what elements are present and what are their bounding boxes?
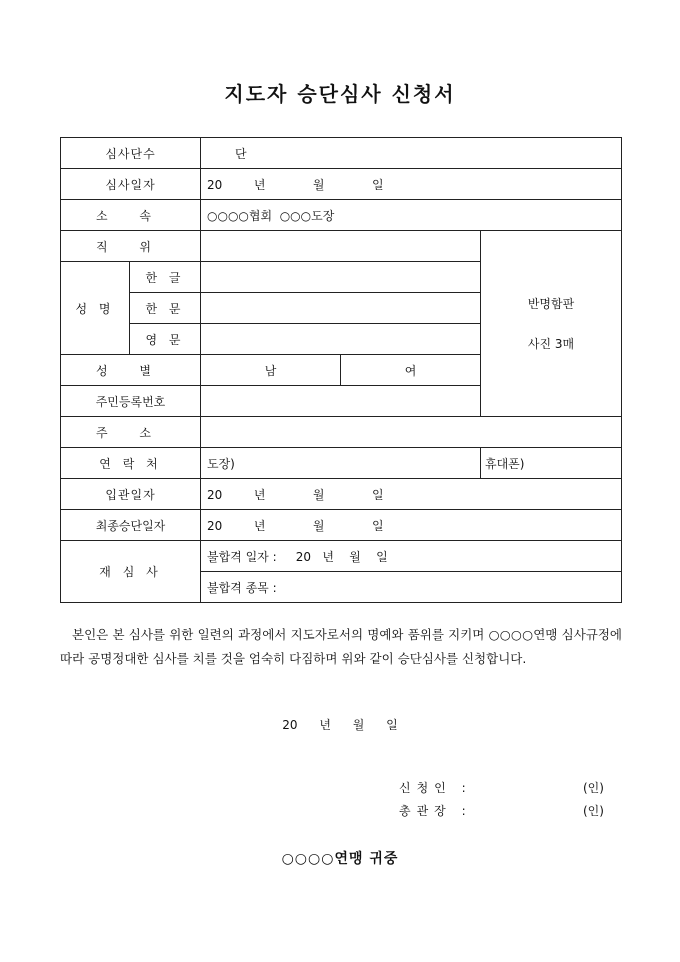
issuer-line: ○○○○연맹 귀중 [281, 851, 399, 867]
gender-label: 성 별 [61, 355, 201, 386]
position-label: 직 위 [61, 231, 201, 262]
exam-date-label: 심사일자 [61, 169, 201, 200]
reexam-fail-date-field[interactable]: 불합격 일자 : 20 년 월 일 [201, 541, 622, 572]
row-reexam-date [61, 541, 622, 572]
last-promo-date-label: 최종승단일자 [61, 510, 201, 541]
name-english-field[interactable] [201, 324, 481, 355]
last-promo-date-field[interactable]: 20 년 월 일 [201, 510, 622, 541]
document-title: 지도자 승단심사 신청서 [224, 82, 456, 106]
affiliation-field[interactable]: ○○○○협회 ○○○도장 [201, 200, 622, 231]
gender-female-option[interactable]: 여 [341, 355, 481, 386]
contact-dojang-field[interactable]: 도장) [201, 448, 481, 479]
applicant-label: 신청인 : [399, 781, 472, 795]
address-label: 주 소 [61, 417, 201, 448]
contact-label: 연 락 처 [61, 448, 201, 479]
position-field[interactable] [201, 231, 481, 262]
row-address [61, 417, 622, 448]
pledge-text: 본인은 본 심사를 위한 일련의 과정에서 지도자로서의 명예와 품위를 지키며 ○○○○연맹 심사규정에 따라 공명정대한 심사를 치를 것을 엄숙히 다짐하며 위와 같이 승단심사를 신청합니다. [60, 627, 622, 666]
row-affiliation [61, 200, 622, 231]
row-exam-dan [61, 138, 622, 169]
application-form-table [60, 137, 622, 603]
row-join-date [61, 479, 622, 510]
address-field[interactable] [201, 417, 622, 448]
name-korean-label: 한 글 [130, 262, 201, 293]
resident-id-field[interactable] [201, 386, 481, 417]
row-position [61, 231, 622, 262]
photo-area [481, 231, 622, 417]
join-date-label: 입관일자 [61, 479, 201, 510]
contact-mobile-field[interactable]: 휴대폰) [481, 448, 622, 479]
join-date-field[interactable]: 20 년 월 일 [201, 479, 622, 510]
exam-dan-label: 심사단수 [61, 138, 201, 169]
name-hanja-label: 한 문 [130, 293, 201, 324]
row-contact [61, 448, 622, 479]
name-english-label: 영 문 [130, 324, 201, 355]
resident-id-label: 주민등록번호 [61, 386, 201, 417]
photo-line2: 사진 3매 [527, 336, 575, 351]
reexam-label: 재 심 사 [61, 541, 201, 603]
affiliation-label: 소 속 [61, 200, 201, 231]
gender-male-option[interactable]: 남 [201, 355, 341, 386]
director-seal[interactable]: (인) [583, 804, 604, 818]
name-label: 성 명 [61, 262, 130, 355]
photo-line1: 반명함판 [527, 296, 575, 311]
row-exam-date [61, 169, 622, 200]
row-last-promo-date [61, 510, 622, 541]
exam-date-field[interactable]: 20 년 월 일 [201, 169, 622, 200]
reexam-fail-event-field[interactable]: 불합격 종목 : [201, 572, 622, 603]
name-korean-field[interactable] [201, 262, 481, 293]
application-date: 20 년 월 일 [282, 718, 398, 732]
name-hanja-field[interactable] [201, 293, 481, 324]
director-label: 총관장 : [399, 804, 472, 818]
exam-dan-field[interactable]: 단 [201, 138, 622, 169]
applicant-seal[interactable]: (인) [583, 781, 604, 795]
